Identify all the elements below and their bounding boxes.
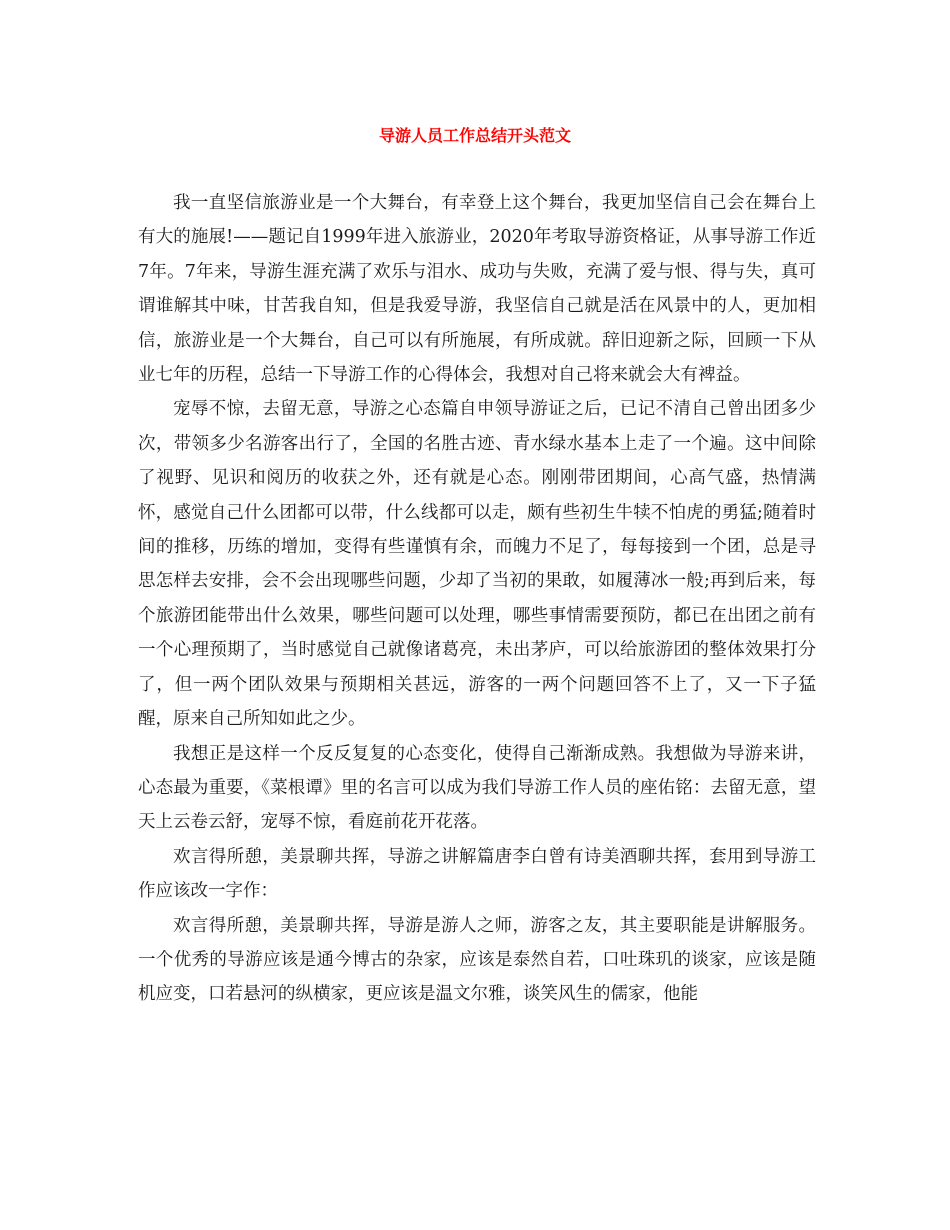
paragraph: 宠辱不惊，去留无意，导游之心态篇自申领导游证之后，已记不清自己曾出团多少次，带领多少名游客出行了，全国的名胜古迹、青水绿水基本上走了一个遍。这中间除了视野、见识和阅历的收获之外，还有就是心态。刚刚带团期间，心高气盛，热情满怀，感觉自己什么团都可以带，什么线都可以走，颇有些初生牛犊不怕虎的勇猛;随着时间的推移，历练的增加，变得有些谨慎有余，而魄力不足了，每每接到一个团，总是寻思怎样去安排，会不会出现哪些问题，少却了当初的果敢，如履薄冰一般;再到后来，每个旅游团能带出什么效果，哪些问题可以处理，哪些事情需要预防，都已在出团之前有一个心理预期了，当时感觉自己就像诸葛亮，未出茅庐，可以给旅游团的整体效果打分了，但一两个团队效果与预期相关甚远，游客的一两个问题回答不上了，又一下子猛醒，原来自己所知如此之少。 [138,399,816,730]
paragraph: 欢言得所憩，美景聊共挥，导游之讲解篇唐李白曾有诗美酒聊共挥，套用到导游工作应该改一字作： [138,846,816,902]
paragraph: 我想正是这样一个反反复复的心态变化，使得自己渐渐成熟。我想做为导游来讲，心态最为重要，《菜根谭》里的名言可以成为我们导游工作人员的座佑铭：去留无意，望天上云卷云舒，宠辱不惊，看庭前花开花落。 [138,743,816,833]
paragraph: 欢言得所憩，美景聊共挥，导游是游人之师，游客之友，其主要职能是讲解服务。一个优秀的导游应该是通今博古的杂家，应该是泰然自若，口吐珠玑的谈家，应该是随机应变，口若悬河的纵横家，更应该是温文尔雅，谈笑风生的儒家，他能 [138,915,816,1005]
document-body [138,186,816,1012]
paragraph: 我一直坚信旅游业是一个大舞台，有幸登上这个舞台，我更加坚信自己会在舞台上有大的施展!——题记自1999年进入旅游业，2020年考取导游资格证，从事导游工作近7年。7年来，导游生涯充满了欢乐与泪水、成功与失败，充满了爱与恨、得与失，真可谓谁解其中味，甘苦我自知，但是我爱导游，我坚信自己就是活在风景中的人，更加相信，旅游业是一个大舞台，自己可以有所施展，有所成就。辞旧迎新之际，回顾一下从业七年的历程，总结一下导游工作的心得体会，我想对自己将来就会大有裨益。 [138,193,816,386]
document-title: 导游人员工作总结开头范文 [378,126,571,145]
